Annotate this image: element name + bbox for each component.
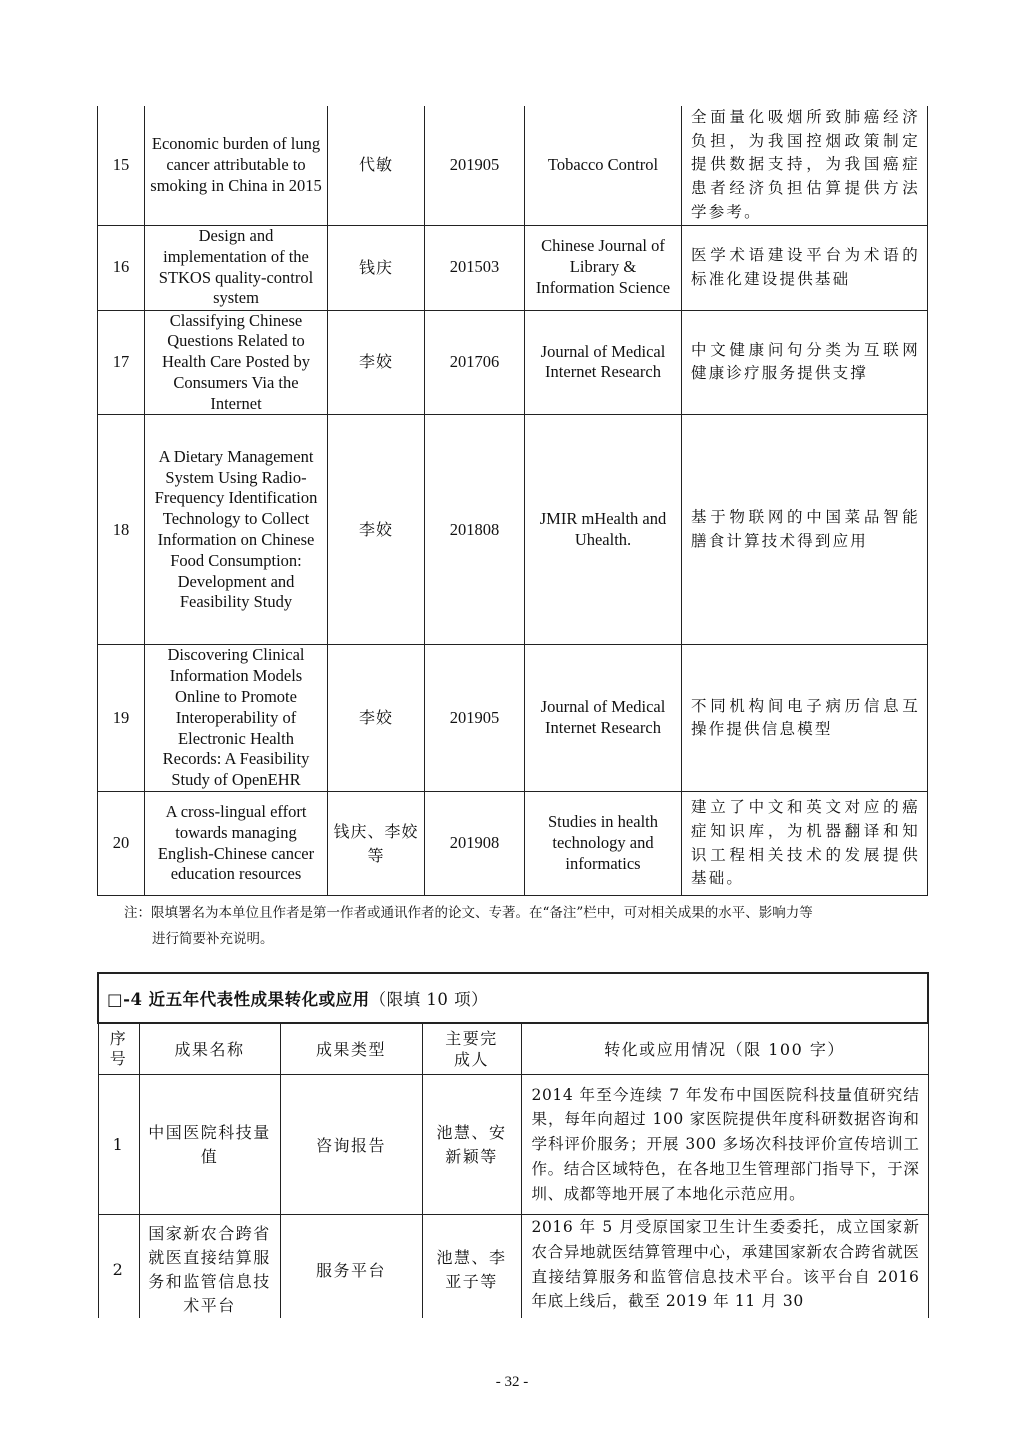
header-type: 成果类型: [280, 1023, 422, 1075]
paper-journal: Chinese Journal of Library & Information Science: [525, 225, 682, 310]
applications-table-wrapper: [97, 972, 929, 1318]
header-name: 成果名称: [139, 1023, 280, 1075]
paper-date: 201905: [425, 106, 525, 225]
paper-author: 李姣: [328, 415, 425, 645]
paper-date: 201808: [425, 415, 525, 645]
row-number: 2: [98, 1215, 139, 1319]
paper-title: A cross-lingual effort towards managing English-Chinese cancer education resources: [145, 792, 328, 896]
paper-title: Design and implementation of the STKOS quality-control system: [145, 225, 328, 310]
table-row: [98, 1075, 928, 1215]
paper-author: 李姣: [328, 645, 425, 792]
row-number: 19: [98, 645, 145, 792]
section-title-main: □-4 近五年代表性成果转化或应用: [107, 990, 370, 1009]
paper-author: 钱庆、李姣等: [328, 792, 425, 896]
paper-author: 李姣: [328, 310, 425, 415]
paper-journal: Journal of Medical Internet Research: [525, 310, 682, 415]
paper-title: A Dietary Management System Using Radio-Frequency Identification Technology to Collect Information on Chinese Food Consumption: Development and Feasibility Study: [145, 415, 328, 645]
footnote-line: 注：限填署名为本单位且作者是第一作者或通讯作者的论文、专著。在“备注”栏中，可对相关成果的水平、影响力等: [124, 905, 813, 921]
row-number: 1: [98, 1075, 139, 1215]
header-no: 序号: [98, 1023, 139, 1075]
papers-table: [97, 106, 928, 896]
section-title-limit: （限填 10 项）: [369, 990, 489, 1009]
applications-table: [97, 972, 929, 1318]
paper-title: Classifying Chinese Questions Related to Health Care Posted by Consumers Via the Internet: [145, 310, 328, 415]
paper-date: 201503: [425, 225, 525, 310]
footnote-line: 进行简要补充说明。: [152, 931, 274, 947]
paper-journal: Journal of Medical Internet Research: [525, 645, 682, 792]
table-row: [98, 310, 928, 415]
achievement-name: 中国医院科技量值: [139, 1075, 280, 1215]
paper-remark: 建立了中文和英文对应的癌症知识库，为机器翻译和知识工程相关技术的发展提供基础。: [682, 792, 928, 896]
header-usage: 转化或应用情况（限 100 字）: [521, 1023, 928, 1075]
table-header-row: [98, 1023, 928, 1075]
table-row: [98, 225, 928, 310]
section-title-row: [98, 973, 928, 1023]
paper-remark: 基于物联网的中国菜品智能膳食计算技术得到应用: [682, 415, 928, 645]
section-title: [98, 973, 928, 1023]
table-row: [98, 645, 928, 792]
paper-date: 201908: [425, 792, 525, 896]
achievement-name: 国家新农合跨省就医直接结算服务和监管信息技术平台: [139, 1215, 280, 1319]
row-number: 17: [98, 310, 145, 415]
table-footnote: [124, 900, 924, 952]
paper-title: Economic burden of lung cancer attributable to smoking in China in 2015: [145, 106, 328, 225]
row-number: 16: [98, 225, 145, 310]
paper-remark: 中文健康问句分类为互联网健康诊疗服务提供支撑: [682, 310, 928, 415]
table-row: [98, 792, 928, 896]
table-row: [98, 106, 928, 225]
row-number: 15: [98, 106, 145, 225]
paper-remark: 不同机构间电子病历信息互操作提供信息模型: [682, 645, 928, 792]
achievement-type: 服务平台: [280, 1215, 422, 1319]
table-row: [98, 1215, 928, 1319]
main-contributors: 池慧、李亚子等: [422, 1215, 521, 1319]
paper-journal: JMIR mHealth and Uhealth.: [525, 415, 682, 645]
paper-author: 钱庆: [328, 225, 425, 310]
achievement-type: 咨询报告: [280, 1075, 422, 1215]
row-number: 20: [98, 792, 145, 896]
row-number: 18: [98, 415, 145, 645]
application-description: 2014 年至今连续 7 年发布中国医院科技量值研究结果，每年向超过 100 家医院提供年度科研数据咨询和学科评价服务；开展 300 多场次科技评价宣传培训工作。结合区域特色，在各地卫生管理部门指导下，于深圳、成都等地开展了本地化示范应用。: [521, 1075, 928, 1215]
paper-date: 201905: [425, 645, 525, 792]
page-number: - 32 -: [495, 1374, 529, 1390]
paper-remark: 医学术语建设平台为术语的标准化建设提供基础: [682, 225, 928, 310]
header-people: 主要完成人: [422, 1023, 521, 1075]
main-contributors: 池慧、安新颖等: [422, 1075, 521, 1215]
paper-journal: Studies in health technology and informatics: [525, 792, 682, 896]
paper-journal: Tobacco Control: [525, 106, 682, 225]
application-description: 2016 年 5 月受原国家卫生计生委委托，成立国家新农合异地就医结算管理中心，承建国家新农合跨省就医直接结算服务和监管信息技术平台。该平台自 2016 年底上线后，截至 2019 年 11 月 30: [521, 1215, 928, 1319]
table-row: [98, 415, 928, 645]
paper-date: 201706: [425, 310, 525, 415]
paper-author: 代敏: [328, 106, 425, 225]
paper-remark: 全面量化吸烟所致肺癌经济负担，为我国控烟政策制定提供数据支持，为我国癌症患者经济负担估算提供方法学参考。: [682, 106, 928, 225]
paper-title: Discovering Clinical Information Models Online to Promote Interoperability of Electronic Health Records: A Feasibility Study of OpenEHR: [145, 645, 328, 792]
